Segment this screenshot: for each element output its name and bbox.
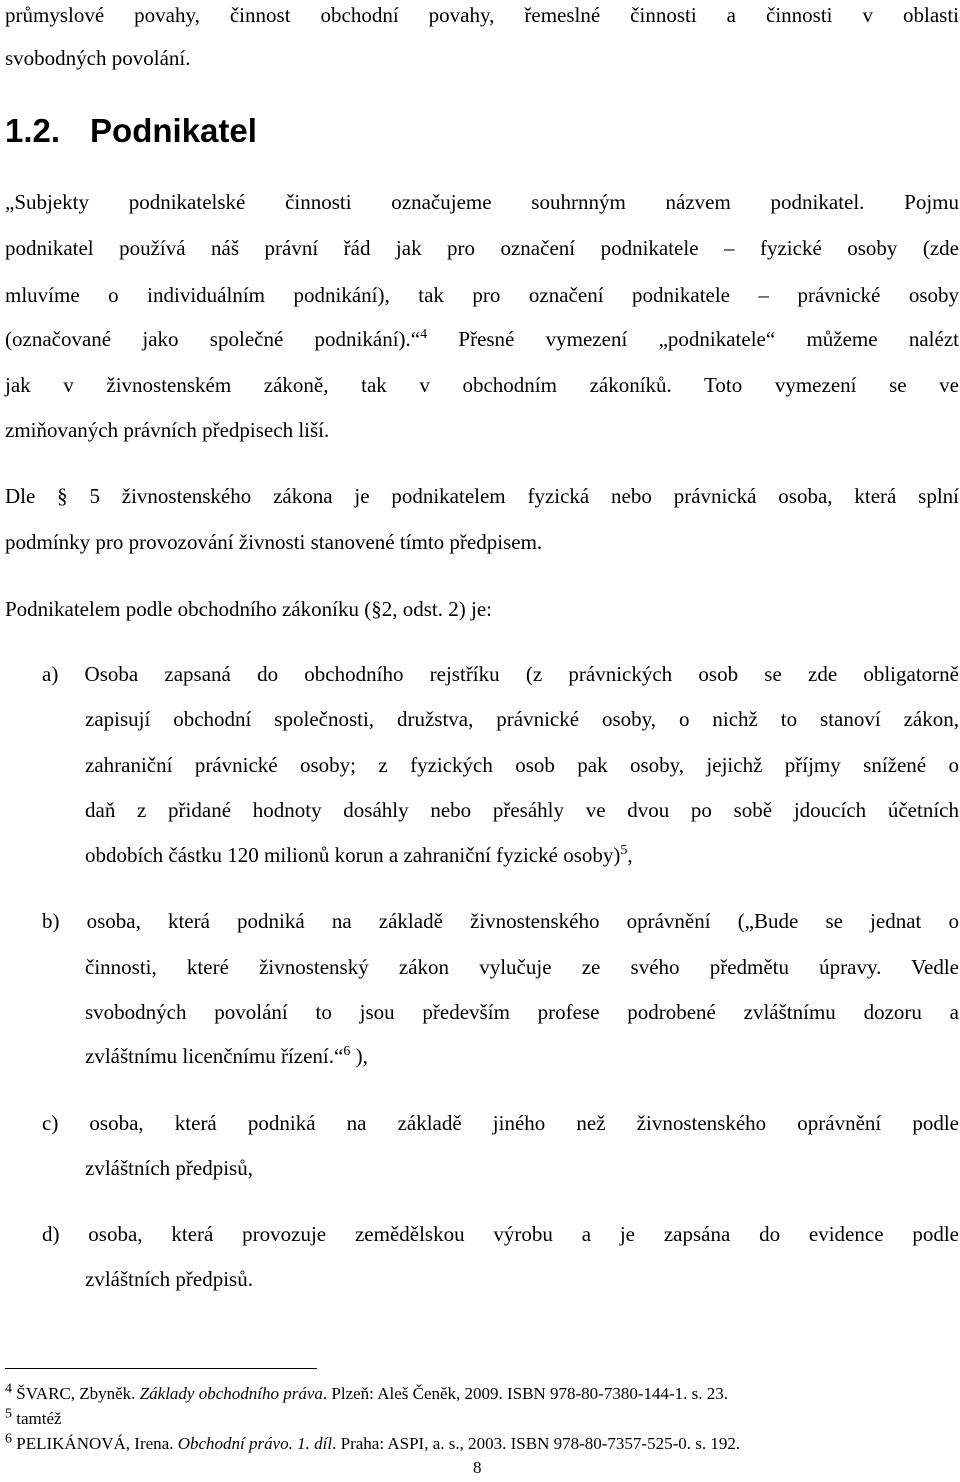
footnote-ref: 6 <box>343 1044 351 1059</box>
section-title: Podnikatel <box>90 112 257 149</box>
list-item-b: b) osoba, která podniká na základě živnostenského oprávnění („Bude se jednat o <box>42 909 959 933</box>
footnote-text: . Plzeň: Aleš Čeněk, 2009. ISBN 978-80-7380-144-1. s. 23. <box>322 1384 729 1403</box>
paragraph-line: jak v živnostenském zákoně, tak v obchodním zákoníků. Toto vymezení se ve <box>5 373 959 397</box>
list-item-line: činnosti, které živnostenský zákon vylučuje ze svého předmětu úpravy. Vedle <box>85 955 959 979</box>
paragraph-text: Přesné vymezení „podnikatele“ můžeme nalézt <box>458 327 959 351</box>
footnote-number: 6 <box>5 1431 12 1447</box>
list-item-c: c) osoba, která podniká na základě jiného než živnostenského oprávnění podle <box>42 1111 959 1135</box>
footnote-title: Obchodní právo. 1. díl <box>177 1434 333 1453</box>
list-item-text: zvláštnímu licenčnímu řízení.“ <box>85 1044 344 1068</box>
paragraph-line: „Subjekty podnikatelské činnosti označujeme souhrnným názvem podnikatel. Pojmu <box>5 190 959 214</box>
list-item-line: zahraniční právnické osoby; z fyzických osob pak osoby, jejichž příjmy snížené o <box>85 753 959 777</box>
list-item-d: d) osoba, která provozuje zemědělskou výrobu a je zapsána do evidence podle <box>42 1222 959 1246</box>
footnote-separator <box>5 1368 317 1369</box>
list-item-line: svobodných povolání to jsou především profese podrobené zvláštnímu dozoru a <box>85 1000 959 1024</box>
footnote-author: ŠVARC, Zbyněk. <box>16 1384 136 1403</box>
footnote-number: 5 <box>5 1406 12 1422</box>
footnote-text: tamtéž <box>16 1409 62 1428</box>
footnote <box>5 1431 741 1454</box>
list-item-line: zapisují obchodní společnosti, družstva, právnické osoby, o nichž to stanoví zákon, <box>85 707 959 731</box>
paragraph-line: mluvíme o individuálním podnikání), tak pro označení podnikatele – právnické osoby <box>5 283 959 307</box>
footnote-ref: 5 <box>620 843 628 858</box>
list-item-line <box>85 1043 368 1069</box>
footnote-author: PELIKÁNOVÁ, Irena. <box>16 1434 174 1453</box>
footnote <box>5 1406 62 1429</box>
list-item-text: ), <box>355 1044 368 1068</box>
footnote-text: . Praha: ASPI, a. s., 2003. ISBN 978-80-7357-525-0. s. 192. <box>332 1434 741 1453</box>
paragraph-line: podmínky pro provozování živnosti stanovené tímto předpisem. <box>5 530 543 554</box>
footnote-title: Základy obchodního práva <box>139 1384 323 1403</box>
intro-line: průmyslové povahy, činnost obchodní povahy, řemeslné činnosti a činnosti v oblasti <box>5 3 959 27</box>
intro-line: svobodných povolání. <box>5 46 191 70</box>
section-heading <box>5 112 257 150</box>
footnote-ref: 4 <box>420 327 428 342</box>
paragraph-line: podnikatel používá náš právní řád jak pro označení podnikatele – fyzické osoby (zde <box>5 236 959 260</box>
list-item-text: obdobích částku 120 milionů korun a zahraniční fyzické osoby) <box>85 843 621 867</box>
paragraph-text: (označované jako společné podnikání).“ <box>5 327 421 351</box>
section-number: 1.2. <box>5 112 61 149</box>
list-item-a: a) Osoba zapsaná do obchodního rejstříku (z právnických osob se zde obligatorně <box>42 662 959 686</box>
paragraph-line: Podnikatelem podle obchodního zákoníku (§2, odst. 2) je: <box>5 597 492 621</box>
list-item-line: zvláštních předpisů, <box>85 1156 253 1180</box>
page-number: 8 <box>473 1458 482 1477</box>
list-item-line <box>85 842 633 868</box>
footnote <box>5 1381 729 1404</box>
paragraph-line: Dle § 5 živnostenského zákona je podnikatelem fyzická nebo právnická osoba, která splní <box>5 484 959 508</box>
list-item-text: , <box>627 843 633 867</box>
paragraph-line: zmiňovaných právních předpisech liší. <box>5 418 330 442</box>
list-item-line: zvláštních předpisů. <box>85 1267 253 1291</box>
paragraph-line <box>5 326 959 352</box>
list-item-line: daň z přidané hodnoty dosáhly nebo přesáhly ve dvou po sobě jdoucích účetních <box>85 798 959 822</box>
footnote-number: 4 <box>5 1381 12 1397</box>
